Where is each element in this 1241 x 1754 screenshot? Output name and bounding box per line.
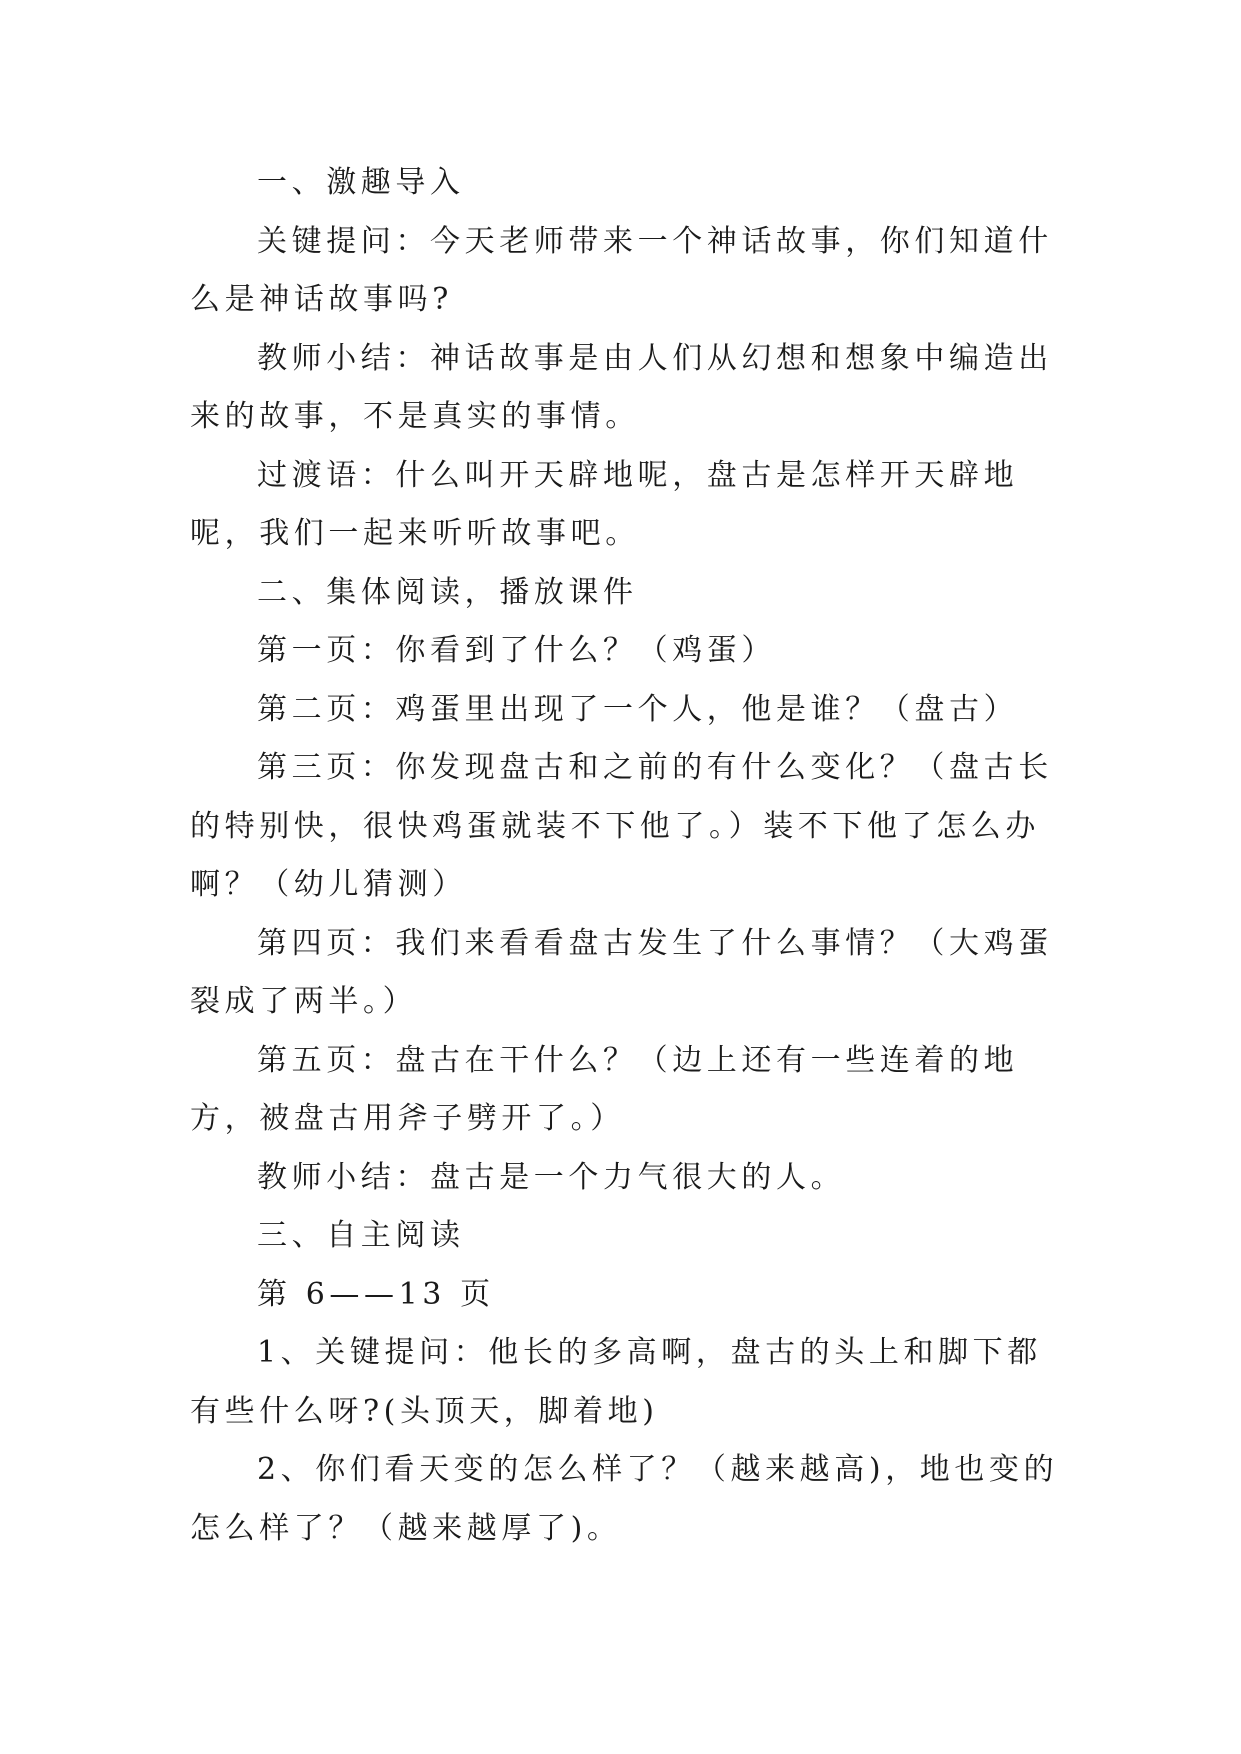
section-heading-2: 二、集体阅读，播放课件 — [257, 574, 638, 610]
paragraph-transition: 过渡语：什么叫开天辟地呢，盘古是怎样开天辟地呢，我们一起来听听故事吧。 — [190, 457, 1019, 551]
document-body — [190, 154, 1060, 1558]
paragraph-teacher-summary: 教师小结：神话故事是由人们从幻想和想象中编造出来的故事，不是真实的事情。 — [190, 340, 1053, 434]
paragraph-page-range: 第 6——13 页 — [257, 1276, 495, 1312]
paragraph-page-1: 第一页：你看到了什么？（鸡蛋） — [257, 633, 776, 668]
paragraph-page-2: 第二页：鸡蛋里出现了一个人，他是谁？（盘古） — [257, 691, 1019, 727]
section-heading-1: 一、激趣导入 — [257, 165, 465, 200]
paragraph-question-1: 1、关键提问：他长的多高啊，盘古的头上和脚下都有些什么呀?(头顶天，脚着地) — [190, 1335, 1042, 1429]
paragraph-question-2: 2、你们看天变的怎么样了？（越来越高)，地也变的怎么样了？（越来越厚了)。 — [190, 1452, 1059, 1546]
paragraph-key-question: 关键提问：今天老师带来一个神话故事，你们知道什么是神话故事吗? — [190, 223, 1053, 317]
paragraph-teacher-summary-2: 教师小结：盘古是一个力气很大的人。 — [257, 1159, 846, 1195]
paragraph-page-5: 第五页：盘古在干什么？（边上还有一些连着的地方，被盘古用斧子劈开了。） — [190, 1042, 1019, 1136]
paragraph-page-4: 第四页：我们来看看盘古发生了什么事情？（大鸡蛋裂成了两半。） — [190, 925, 1053, 1019]
paragraph-page-3: 第三页：你发现盘古和之前的有什么变化？（盘古长的特别快，很快鸡蛋就装不下他了。）装不下他了怎么办啊？（幼儿猜测） — [190, 750, 1053, 902]
section-heading-3: 三、自主阅读 — [257, 1218, 465, 1253]
